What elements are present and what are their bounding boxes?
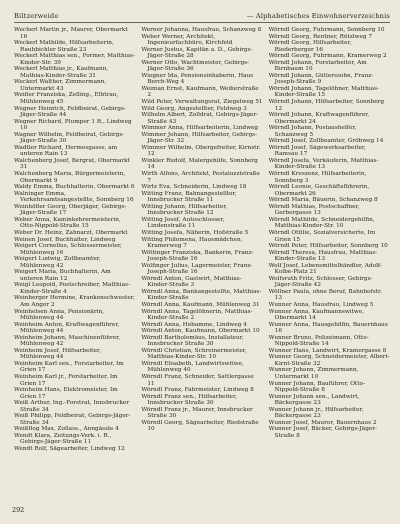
directory-entry: Witting Johann, Hilfsarbeiter, Innsbrucker Straße 12 <box>141 203 228 217</box>
directory-entry: Wörndl Mathias, Postschaffner, Gerbergasse 13 <box>268 203 360 217</box>
directory-entry: Wörndl Ottilie, Sozialversicherte, Im Grien 15 <box>268 229 376 243</box>
directory-entry: Wörndl Franz, Fahrmeister, Lindweg 8 <box>141 387 254 394</box>
directory-entry: Wörndl Anna, Tagelöhnerin, Matthias-Kinder-Straße 2 <box>141 308 253 322</box>
directory-entry: Weinhöfler Georg, Oberjäger, Gebirgs-Jäger-Straße 17 <box>14 203 127 217</box>
directory-entry: Wörndl Maria, Bäuerin, Schanzweg 8 <box>268 197 378 204</box>
directory-entry: Wörndl Josefa, Verkäuferin, Matthias-Kinder-Straße 13 <box>268 157 379 171</box>
directory-entry: Weigert Cornelius, Schlossermeister, Mühlenweg 16 <box>14 243 122 256</box>
directory-entry: Wild Georg, Angestellter, Feldweg 3 <box>141 105 247 112</box>
directory-entry: Weber Werner, Architekt, Ingenieurfachbüro, Kirchfeld <box>141 33 233 47</box>
directory-entry: Weiß Arthur, Ing.-Forstrat, Innsbrucker Straße 34 <box>14 400 130 413</box>
directory-entry: Wunner Anna, Kaufmannswitwe, Obermarkt 14 <box>268 308 365 322</box>
directory-entry: Wörndl Anna, Hebamme, Lindweg 4 <box>141 321 247 328</box>
directory-entry: Weifler Franziska, Zelling., Elbtrau, Mühlenweg 45 <box>14 92 119 106</box>
entry-columns <box>14 27 390 453</box>
directory-entry: Wild Peter, Verwaltungsrat, Ziegelweg 51 <box>141 99 263 106</box>
directory-entry: Wörndl Anton, Gastwirt, Matthias-Kinder-Straße 3 <box>141 275 242 289</box>
directory-entry: Weigl Leopold, Postschreiber, Matthias-Kinder-Straße 4 <box>14 282 130 295</box>
directory-entry: Wörndl Bartholomäus, Installateur, Innsbrucker Straße 30 <box>141 334 244 348</box>
directory-entry: Wunner Hans, Landwirt, Kramergasse 8 <box>268 347 387 354</box>
directory-entry: Weckerl Walther, Zimmermann, Untermarkt 43 <box>14 79 107 92</box>
directory-entry: Wörndl Georg, Fuhrmann, Sonnberg 10 <box>268 27 385 33</box>
running-header <box>14 12 390 23</box>
directory-entry: Wörndl Anna, Kaufmann, Mühlenweg 31 <box>141 301 260 308</box>
directory-entry: Walchenberg Josef, Bergrat, Obermarkt 31 <box>14 157 130 171</box>
directory-entry: Wörndl Leonie, Geschäftsführerin, Obermarkt 26 <box>268 184 370 197</box>
directory-entry: Wörndl Josef, Sägewerksarbeiter, Ramsau 17 <box>268 144 366 158</box>
directory-entry: Weigert Ludwig, Zollbeamter, Mühlenweg 42 <box>14 256 101 269</box>
directory-entry: Wimmer Johann, Hilfsarbeiter, Gebirgs-Jäger-Str. 32 <box>141 131 258 145</box>
directory-entry: Wecherl Martin jr., Maurer, Obermarkt 16 <box>14 27 128 40</box>
directory-entry: Wörndl Peter, Hilfsarbeiter, Sonnberg 10 <box>268 243 388 250</box>
directory-entry: Wegner Heinrich, Feldbeirat, Gebirgs-Jäger-Straße 44 <box>14 105 126 119</box>
directory-entry: Wörndl Johann, Postaushelfer, Schanzweg 5 <box>268 125 357 138</box>
directory-entry: Weinberger Hermine, Krankenschwester, Am Anger 2 <box>14 295 135 308</box>
directory-entry: Wunner Johann, Bauführer, Otto-Nippold-Straße 8 <box>268 380 365 394</box>
directory-entry: Wörndl Kreszenz, Hilfsarbeiterin, Sonnberg 3 <box>268 171 367 184</box>
directory-entry: Wunner Georg, Schneidermeister, Albert-Kirnt-Straße 32 <box>268 354 390 367</box>
directory-entry: Wörndl Anton, Kaufmann, Obermarkt 10 <box>141 328 260 335</box>
directory-entry: Wunner Anna, Hausgehilfin, Bauernhaus 16 <box>268 321 388 335</box>
directory-entry: Wörndl Franz sen., Hilfsarbeiter, Innsbrucker Straße 30 <box>141 393 237 407</box>
directory-entry: Wunner Johann jr., Hilfsarbeiter, Bäckergasse 23 <box>268 406 364 420</box>
directory-entry: Wöttinger Franziska, Bankerin, Franz-Joseph-Straße 16 <box>141 249 254 263</box>
directory-entry: Witting Philomena, Hausmädchen, Kramerweg 7 <box>141 236 243 250</box>
directory-entry: Witting Josef, Autoschlosser, Lindenstraße 11 <box>141 216 225 230</box>
directory-entry: Wimmer Wilhelm, Obergefreiter, Kirnstr. 12 <box>141 144 261 158</box>
directory-entry: Wörndl Theresa, Hausfrau, Matthias-Kinder-Straße 13 <box>268 249 378 263</box>
directory-entry: Wörndl Johann, Forstarbeiter, Am Birnbaum 10 <box>268 59 367 73</box>
directory-entry: Wörndl Josef, Zollbeamter, Gröbweg 14 <box>268 138 384 145</box>
header-right: — Alphabetisches Einwohnerverzeichnis <box>246 12 390 20</box>
directory-entry: Wunner Josef, Maurer, Bauernhaus 2 <box>268 419 377 426</box>
directory-entry: Wörndl Georg, Sägearbeiter, Riedstraße 10 <box>141 419 259 433</box>
column-1 <box>14 27 135 453</box>
column-3 <box>269 27 390 453</box>
directory-entry: Wörndl Anna, Bankangestellte, Matthias-Kinder-Straße <box>141 288 262 302</box>
directory-entry: Weinheim Anton, Kraftwagenführer, Mühlenweg 44 <box>14 321 120 335</box>
directory-entry: Werner Johanna, Hausfrau, Schanzweg 8 <box>141 27 262 33</box>
directory-entry: Wunner Anna, Hausfrau, Lindweg 5 <box>268 301 374 308</box>
directory-entry: Wörndl Franz jr., Maurer, Innsbrucker Straße 30 <box>141 406 253 420</box>
directory-entry: Wunner Johann sen., Landwirt, Bäckergasse 23 <box>268 393 360 407</box>
directory-entry: Wörndl Johann, Kraftwagenführer, Obermarkt 24 <box>268 112 370 125</box>
directory-entry: Wirtz Eva, Schneiderin, Lindweg 18 <box>141 184 247 191</box>
directory-entry: Weinheim Josef, Hilfsarbeiter, Mühlenweg 44 <box>14 347 101 361</box>
directory-entry: Wagner Wilhelm, Feldbeirat, Gebirgs-Jäger-Straße 30 <box>14 131 125 145</box>
directory-entry: Winkler Rudolf, Malergehilfe, Sonnberg 14 <box>141 157 258 171</box>
directory-entry: Weinhelsen Anna, Pensionärin, Mühlenweg 44 <box>14 308 105 322</box>
directory-entry: Witting Josefa, Näherin, Hofstraße 5 <box>141 229 249 236</box>
directory-entry: Walchenberg Maria, Bürgermeisterin, Obermarkt 9 <box>14 171 126 184</box>
directory-entry: Wörndl Mathilde, Schneidergehilfin, Matthias-Kinder-Str. 10 <box>268 216 375 230</box>
directory-entry: Weber Anna, Kaminkehrermeisterin, Otto-Nippold-Straße 15 <box>14 216 121 230</box>
column-2 <box>141 27 262 453</box>
directory-entry: Weinheim Karl sen., Forstarbeiter, Im Grien 17 <box>14 360 124 374</box>
directory-entry: Wunner Bruno, Polizeimann, Otto-Nippold-Straße 14 <box>268 334 369 348</box>
directory-entry: Wimmer Anna, Hilfsarbeiterin, Lindweg <box>141 125 259 132</box>
directory-entry: Wegner Richard, Plumper 1 R., Lindweg 10 <box>14 118 132 132</box>
page-number: 292 <box>12 506 25 514</box>
directory-entry: Wadtler Richard, Hermesgasse, am unteren Rain 13 <box>14 144 118 158</box>
header-left: Biltzerweide <box>14 12 59 20</box>
directory-entry: Wiegner Ida, Pensionsinhaberin, Haus Berch-Weg 4 <box>141 72 254 86</box>
directory-entry: Weinheim Karl jr., Forstarbeiter, Im Grien 17 <box>14 373 118 387</box>
directory-entry: Wörndl Johann, Hilfsarbeiter, Sonnberg 12 <box>268 99 385 112</box>
directory-entry: Wörndl Georg, Hilfsarbeiter, Riederberger 16 <box>268 40 352 53</box>
directory-entry: Wolf Josef, Lebensmittelhändler, Adolf-Kolbe-Platz 21 <box>268 262 382 276</box>
directory-entry: Wolfsruth Fritz, Schlosser, Gebirgs-Jäger-Straße 42 <box>268 275 373 289</box>
directory-entry: Wörndl Franz, Schneider, Sattlergasse 11 <box>141 373 254 387</box>
directory-entry: Werner Justus, Kapitän a. D., Gebirgs-Jäger-Straße 28 <box>141 46 253 60</box>
directory-entry: Weigert Maria, Buchhalterin, Am unteren Rain 12 <box>14 269 111 282</box>
directory-entry: Wörndl Georg, Rentner, Rötzlweg 7 <box>268 33 373 40</box>
directory-entry: Werner Otto, Wachtmeister, Gebirgs-Jäger-Straße 36 <box>141 59 250 73</box>
directory-entry: Weinheim Hans, Elektromeister, Im Grien 17 <box>14 387 118 400</box>
directory-entry: Wörndl Johann, Gütlerssohn, Franz-Joseph-Straße 9 <box>268 72 374 86</box>
directory-entry: Waldy Emma, Buchhalterin, Obermarkt 6 <box>14 184 135 191</box>
directory-entry: Weißflog Max, Zollass., Anngässle 4 <box>14 426 119 433</box>
directory-entry: Walninger Emma, Verkehrsamtsangestellte, Sonnberg 16 <box>14 190 134 204</box>
directory-entry: Wörndl Georg, Fuhrmann, Kramerweg 2 <box>268 53 387 60</box>
directory-entry: Wörndl Johann, Tagelöhner, Matthias-Kinder-Straße 15 <box>268 85 379 99</box>
directory-entry: Wörndl Elisabeth, Landwirtswitwe, Mühlenweg 40 <box>141 360 244 374</box>
directory-entry: Wilhelm Albert, Zolldrat, Gebirgs-Jäger-Straße 43 <box>141 112 259 125</box>
directory-entry: Weiman Ernst, Kaufmann, Weiherstraße 2 <box>141 85 259 99</box>
directory-entry: Wörndl Christian, Schreinermeister, Matthias-Kinder-Str. 10 <box>141 347 247 361</box>
directory-entry: Weinen Josef, Buchhalter, Lindweg <box>14 236 116 243</box>
directory-entry: Weber Dr. Heinz, Zahnarzt, Obermarkt <box>14 229 128 236</box>
directory-entry: Wunner Johann, Zimmermann, Untermarkt 10 <box>268 367 359 380</box>
directory-entry: Weckerl Mathilde, Hilfsarbeiterin, Rauhbichler Straße 23 <box>14 40 114 53</box>
directory-entry: Weckerl Matthias sen., Former, Matthias-Kinder-Str. 39 <box>14 53 135 66</box>
directory-entry: Wunner Josef, Bäcker, Gebirgs-Jäger-Straße 8 <box>268 426 378 439</box>
directory-entry: Weiß Philipp, Feldbeirat, Gebirgs-Jäger-Straße 34 <box>14 413 131 426</box>
directory-entry: Weckerl Matthias jr., Kaufmann, Mathias-Kinder-Straße 31 <box>14 66 109 79</box>
directory-entry: Wendt Rolf, Sägearbeiter, Lindweg 12 <box>14 446 125 452</box>
directory-entry: Wirth Alfons, Architekt, Pestalozzistraße 7 <box>141 171 260 184</box>
directory-entry: Weinheim Johann, Maschinenführer, Mühlenweg 42 <box>14 334 121 348</box>
directory-entry: Wolfinger Julius, Lagermeister, Franz-Joseph-Straße 16 <box>141 262 253 276</box>
directory-entry: Wöllner Paula, ohne Beruf, Bahnhofstr. 13 <box>268 288 382 302</box>
directory-entry: Wendt Klara, Zeitungs-Verk. i. R., Gebirgs-Jäger-Straße 11 <box>14 432 112 446</box>
directory-entry: Witting Franz, Bahnangestellter, Innsbrucker Straße 11 <box>141 190 237 204</box>
